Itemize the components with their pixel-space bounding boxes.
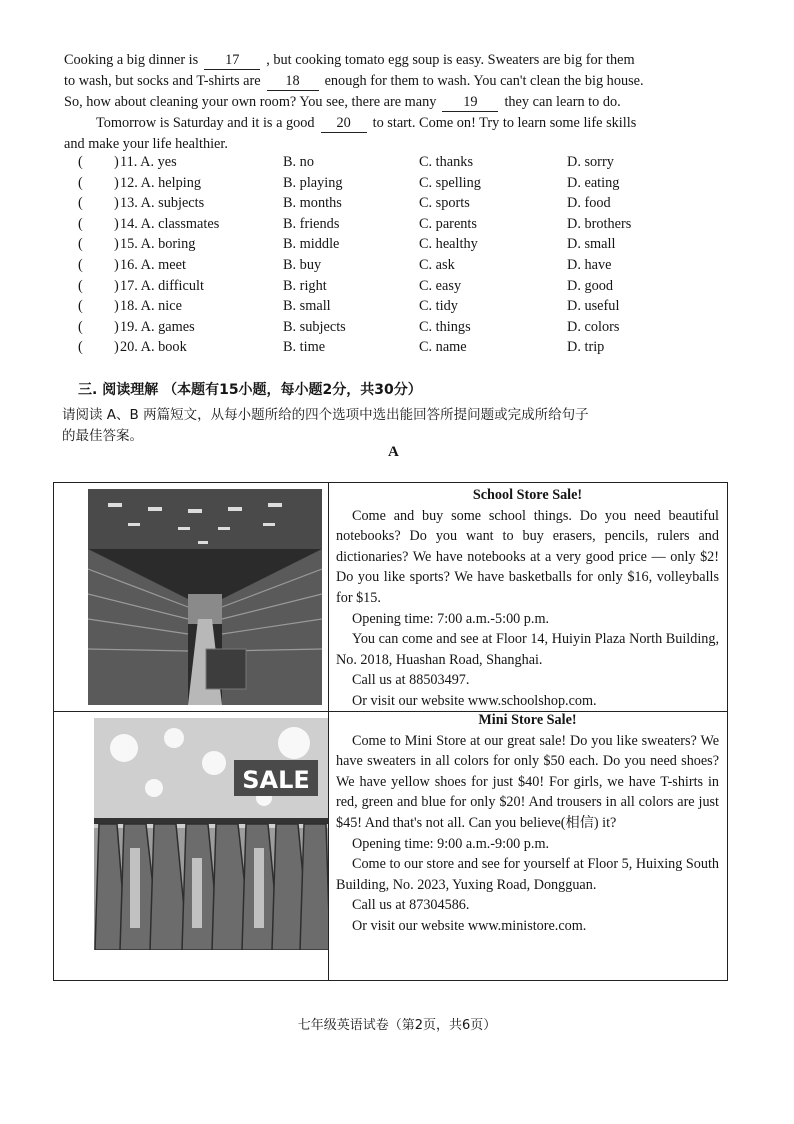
answer-paren-close: ) [114,277,119,294]
blank-19: 19 [442,94,498,112]
passage-text: they can learn to do. [504,94,621,110]
option-d: D. have [567,256,612,273]
answer-paren-open: ( [78,195,83,212]
option-b: B. playing [283,174,343,191]
option-a: 11. A. yes [120,154,177,170]
option-a: 13. A. subjects [120,195,205,212]
option-c: C. spelling [419,174,481,191]
cloze-options [64,154,724,360]
blank-20: 20 [321,115,367,133]
answer-paren-open: ( [78,256,83,273]
passage-text: So, how about cleaning your own room? You see, there are many [64,94,437,110]
passage-text: , but cooking tomato egg soup is easy. Sweaters are big for them [266,52,635,68]
answer-paren-close: ) [114,174,119,191]
answer-paren-close: ) [114,256,119,273]
section-number: 三. 阅读理解 [78,382,159,398]
option-d: D. colors [567,318,620,335]
answer-paren-close: ) [114,154,119,170]
option-c: C. healthy [419,236,478,253]
option-b: B. right [283,277,327,294]
answer-paren-close: ) [114,215,119,232]
option-c: C. tidy [419,298,458,315]
clothes-rack-photo [94,718,328,950]
option-row [64,278,724,299]
answer-paren-open: ( [78,174,83,191]
passage-text: to start. Come on! Try to learn some life skills [372,115,637,131]
option-b: B. subjects [283,318,346,335]
answer-paren-open: ( [78,298,83,315]
clothes-rack-illustration [94,718,328,950]
option-c: C. things [419,318,471,335]
section-title [78,379,422,399]
passage-text: enough for them to wash. You can't clean the big house. [324,73,644,89]
answer-paren-close: ) [114,195,119,212]
option-b: B. small [283,298,331,315]
passage-line-4 [64,113,728,134]
school-store-ad-text [336,485,719,712]
section-scoring: （本题有15小题，每小题2分，共30分） [163,382,422,398]
passage-text: Cooking a big dinner is [64,52,199,68]
ad-divider [328,710,329,980]
page-footer: 七年级英语试卷（第2页，共6页） [297,1018,497,1033]
ad-phone: Call us at 88503497. [352,672,470,689]
ad-website: Or visit our website www.ministore.com. [352,917,587,934]
option-row [64,339,724,360]
cloze-passage [64,50,728,155]
option-a: 20. A. book [120,339,187,356]
option-c: C. thanks [419,154,474,170]
option-row [64,216,724,237]
option-row [64,298,724,319]
ad-title: School Store Sale! [472,487,583,503]
ad-body: Come and buy some school things. Do you need beautiful notebooks? Do you want to buy erasers, pencils, rulers and dictionaries? We have notebooks at a very good price — only $2! Do you like sports? We have basketballs for only $16, volleyballs for $15. [336,507,719,606]
sale-sign-text: SALE [242,766,310,794]
answer-paren-open: ( [78,236,83,253]
option-b: B. middle [283,236,340,253]
passage-line-3 [64,92,728,113]
section-instruction-2: 的最佳答案。 [62,428,143,444]
option-c: C. easy [419,277,462,294]
ad-title: Mini Store Sale! [478,712,577,728]
option-d: D. small [567,236,616,253]
option-d: D. eating [567,174,620,191]
answer-paren-open: ( [78,318,83,335]
passage-text: to wash, but socks and T-shirts are [64,73,261,89]
ad-hours: Opening time: 9:00 a.m.-9:00 p.m. [352,835,550,852]
option-c: C. parents [419,215,477,232]
option-b: B. friends [283,215,340,232]
answer-paren-close: ) [114,318,119,335]
option-d: D. good [567,277,614,294]
answer-paren-open: ( [78,277,83,294]
option-row [64,236,724,257]
option-row [64,154,724,175]
answer-paren-close: ) [114,339,119,356]
passage-line-1 [64,50,728,71]
option-d: D. trip [567,339,605,356]
section-instruction-1: 请阅读 A、B 两篇短文，从每小题所给的四个选项中选出能回答所提问题或完成所给句子 [62,407,589,423]
option-a: 19. A. games [120,318,195,335]
option-d: D. sorry [567,154,614,170]
ad-phone: Call us at 87304586. [352,897,470,914]
answer-paren-close: ) [114,298,119,315]
option-b: B. time [283,339,326,356]
option-b: B. no [283,154,314,170]
mini-store-ad [53,710,728,981]
mini-store-ad-text [336,710,719,937]
option-a: 14. A. classmates [120,215,220,232]
blank-17: 17 [204,52,260,70]
option-b: B. buy [283,256,322,273]
passage-line-5 [64,134,728,155]
ad-website: Or visit our website www.schoolshop.com. [352,692,597,709]
answer-paren-open: ( [78,154,83,170]
option-a: 18. A. nice [120,298,182,315]
option-row [64,257,724,278]
option-b: B. months [283,195,342,212]
passage-label: A [388,444,399,460]
option-c: C. name [419,339,467,356]
option-a: 15. A. boring [120,236,196,253]
answer-paren-close: ) [114,236,119,253]
option-d: D. brothers [567,215,632,232]
answer-paren-open: ( [78,215,83,232]
option-a: 17. A. difficult [120,277,204,294]
store-aisle-photo [88,489,322,705]
option-a: 16. A. meet [120,256,186,273]
passage-text: Tomorrow is Saturday and it is a good [96,115,315,131]
option-d: D. useful [567,298,620,315]
answer-paren-open: ( [78,339,83,356]
option-d: D. food [567,195,611,212]
ad-address: Come to our store and see for yourself at Floor 5, Huixing South Building, No. 2023, Yuxing Road, Dongguan. [336,856,719,893]
passage-text: and make your life healthier. [64,136,228,152]
option-a: 12. A. helping [120,174,202,191]
store-aisle-illustration [88,489,322,705]
blank-18: 18 [267,73,319,91]
option-row [64,195,724,216]
ad-hours: Opening time: 7:00 a.m.-5:00 p.m. [352,610,550,627]
school-store-ad [53,482,728,712]
option-c: C. sports [419,195,470,212]
option-row [64,175,724,196]
ad-divider [328,483,329,711]
ad-address: You can come and see at Floor 14, Huiyin Plaza North Building, No. 2018, Huashan Road, Shanghai. [336,631,719,668]
option-row [64,319,724,340]
passage-line-2 [64,71,728,92]
option-c: C. ask [419,256,455,273]
ad-body: Come to Mini Store at our great sale! Do you like sweaters? We have sweaters in all colors for only $50 each. Do you need shoes? We have yellow shoes for just $40! For girls, we have T-shirts in red, green and blue for only $20! And trousers in all colors are just $45! And that's not all. Can you believe(相信) it? [336,732,719,831]
